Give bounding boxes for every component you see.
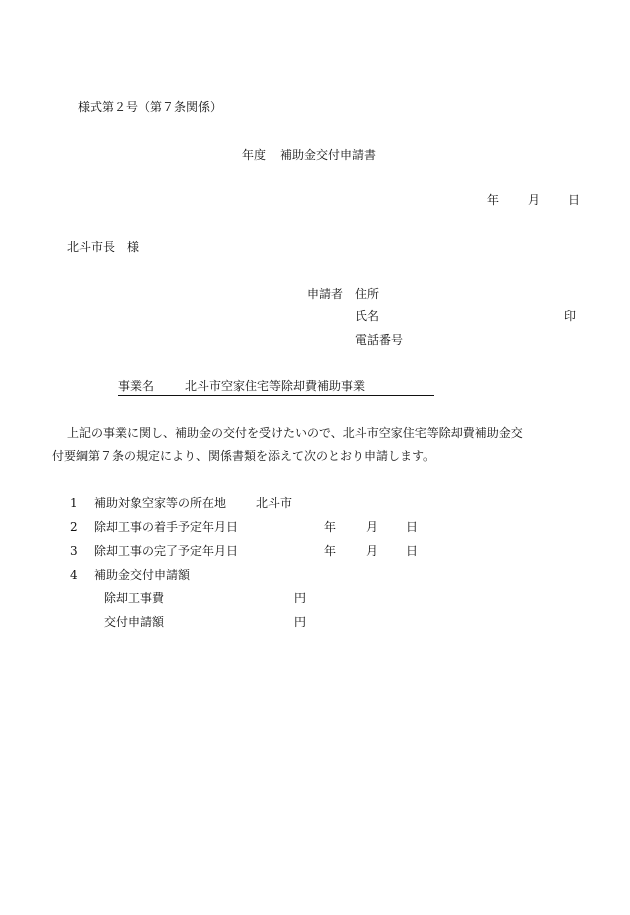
page-title: 補助金交付申請書	[280, 148, 377, 162]
item-label: 除却工事の着手予定年月日	[94, 520, 239, 534]
item-year-label: 年	[324, 544, 337, 558]
address-label: 住所	[355, 287, 380, 301]
item-number: 3	[70, 544, 78, 558]
item-month-label: 月	[366, 544, 379, 558]
item-month-label: 月	[366, 520, 379, 534]
item-number: 1	[70, 496, 78, 510]
project-label: 事業名	[118, 379, 155, 393]
date-year-label: 年	[487, 193, 500, 207]
item-year-label: 年	[324, 520, 337, 534]
date-month-label: 月	[528, 193, 541, 207]
item-label: 補助対象空家等の所在地	[94, 496, 227, 510]
item-day-label: 日	[406, 544, 419, 558]
amount-unit: 円	[294, 591, 307, 605]
amount-label: 交付申請額	[104, 615, 165, 629]
phone-label: 電話番号	[355, 333, 404, 347]
name-label: 氏名	[355, 309, 380, 323]
body-text-line-1: 上記の事業に関し、補助金の交付を受けたいので、北斗市空家住宅等除却費補助金交	[67, 426, 523, 440]
date-day-label: 日	[568, 193, 581, 207]
project-name: 北斗市空家住宅等除却費補助事業	[185, 379, 366, 393]
addressee: 北斗市長 様	[67, 240, 140, 254]
applicant-label: 申請者	[307, 287, 344, 301]
body-text-line-2: 付要綱第７条の規定により、関係書類を添えて次のとおり申請します。	[52, 449, 436, 463]
item-number: 4	[70, 568, 78, 582]
form-number: 様式第２号（第７条関係）	[78, 100, 223, 114]
title-fiscal-year: 年度	[242, 148, 267, 162]
seal-mark: 印	[564, 309, 577, 323]
item-number: 2	[70, 520, 78, 534]
item-value: 北斗市	[256, 496, 293, 510]
amount-unit: 円	[294, 615, 307, 629]
item-label: 補助金交付申請額	[94, 568, 191, 582]
item-day-label: 日	[406, 520, 419, 534]
item-label: 除却工事の完了予定年月日	[94, 544, 239, 558]
amount-label: 除却工事費	[104, 591, 165, 605]
